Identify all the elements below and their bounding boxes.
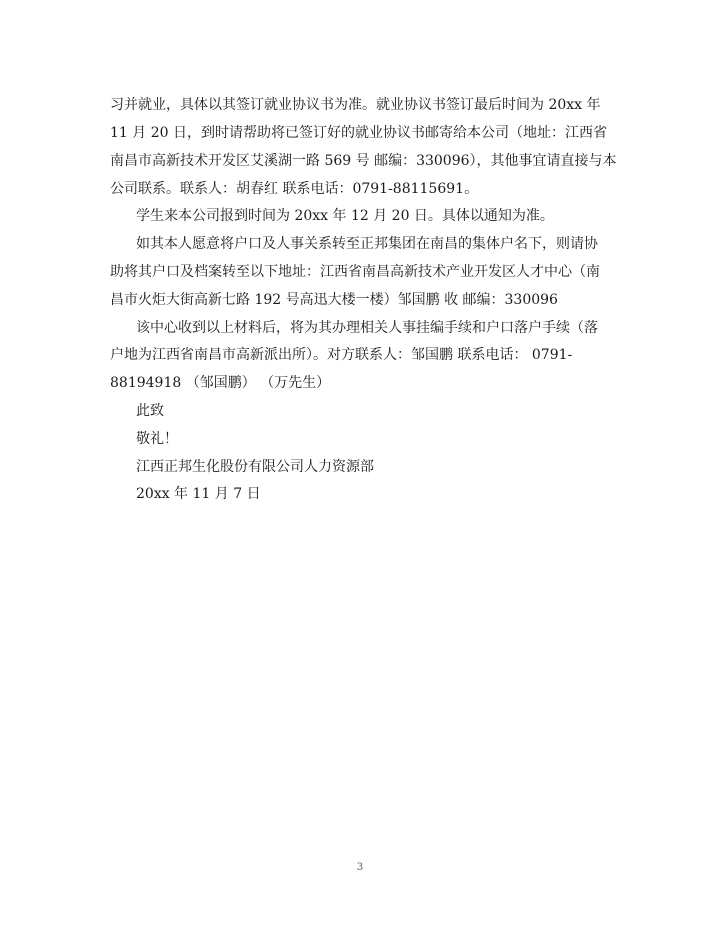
paragraph-line: 公司联系。联系人：胡春红 联系电话：0791-88115691。 [110,181,479,197]
paragraph-line: 昌市火炬大街高新七路 192 号高迅大楼一楼）邹国鹏 收 邮编：330096 [110,292,558,308]
page-number: 3 [356,862,364,873]
paragraph-line: 该中心收到以上材料后，将为其办理相关人事挂编手续和户口落户手续（落 [136,320,598,336]
closing-regards: 敬礼！ [136,431,178,447]
closing-salutation: 此致 [136,403,164,419]
signature-date: 20xx 年 11 月 7 日 [136,486,261,502]
paragraph-line: 88194918 （邹国鹏） （万先生） [110,375,331,391]
paragraph-line: 户地为江西省南昌市高新派出所）。对方联系人：邹国鹏 联系电话： 0791- [110,347,573,363]
paragraph-line: 助将其户口及档案转至以下地址：江西省南昌高新技术产业开发区人才中心（南 [110,264,600,280]
paragraph-line: 学生来本公司报到时间为 20xx 年 12 月 20 日。具体以通知为准。 [136,208,554,224]
signature-organization: 江西正邦生化股份有限公司人力资源部 [136,459,374,475]
paragraph-line: 11 月 20 日，到时请帮助将已签订好的就业协议书邮寄给本公司（地址：江西省 [110,125,607,141]
paragraph-line: 习并就业，具体以其签订就业协议书为准。就业协议书签订最后时间为 20xx 年 [110,97,601,113]
paragraph-line: 南昌市高新技术开发区艾溪湖一路 569 号 邮编：330096），其他事宜请直接与本 [110,153,617,169]
paragraph-line: 如其本人愿意将户口及人事关系转至正邦集团在南昌的集体户名下，则请协 [136,236,598,252]
